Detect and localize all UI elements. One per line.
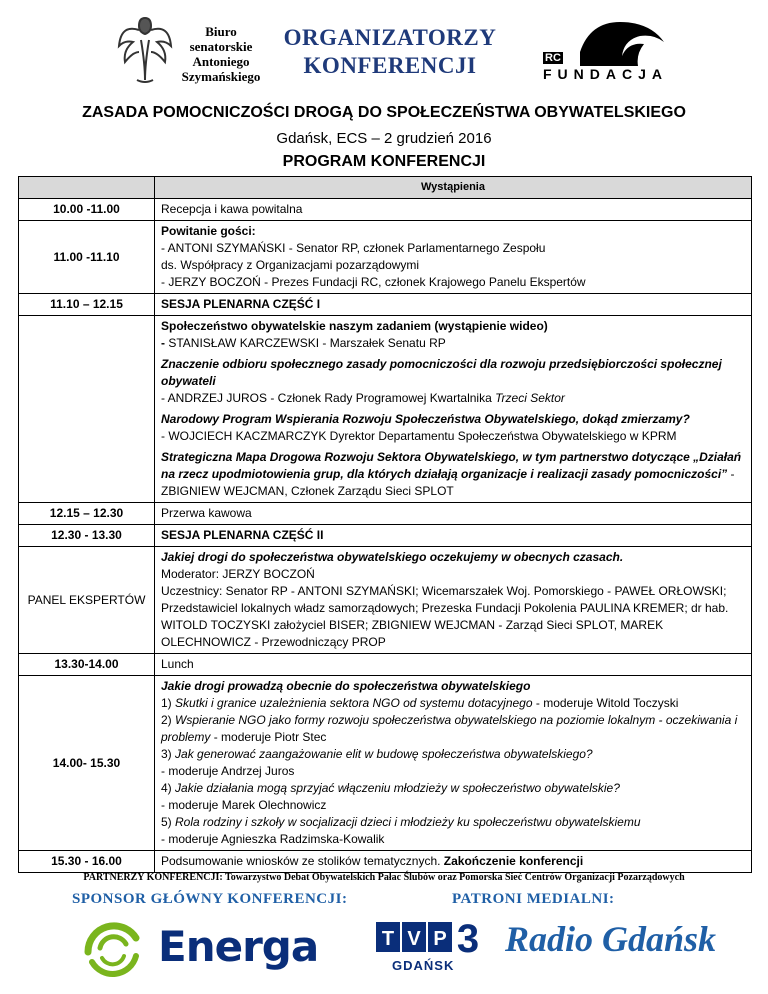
roundtable-item <box>161 814 745 831</box>
item-topic: Rola rodziny i szkoły w socjalizacji dzieci i młodzieży ku społeczeństwu obywatelskiemu <box>175 815 641 829</box>
talk-title: Znaczenie odbioru społecznego zasady pomocniczości dla rozwoju przedsiębiorczości społecznej obywateli <box>161 357 722 388</box>
talk-title: Strategiczna Mapa Drogowa Rozwoju Sektora Obywatelskiego, w tym partnerstwo dotyczące „Działań na rzecz upodmiotowienia grup, dla których działają organizacje i realizacji zasady pomocniczości” <box>161 450 742 481</box>
row-text: - ANTONI SZYMAŃSKI - Senator RP, członek Parlamentarnego Zespołu <box>161 241 546 255</box>
partners-line: PARTNERZY KONFERENCJI: Towarzystwo Debat Obywatelskich Pałac Ślubów oraz Pomorska Sieć Centrów Organizacji Pozarządowych <box>83 872 685 883</box>
organizers-line: ORGANIZATORZY <box>283 25 497 50</box>
item-number: 1) <box>161 696 176 710</box>
content-cell <box>155 503 752 525</box>
roundtable-item <box>161 746 745 763</box>
time-cell: 11.00 -11.10 <box>19 221 155 294</box>
row-text: Przerwa kawowa <box>161 506 252 520</box>
row-text: ds. Współpracy z Organizacjami pozarządowymi <box>161 258 420 272</box>
tvp-letter: V <box>407 928 421 950</box>
speaker-text: STANISŁAW KARCZEWSKI - Marszałek Senatu RP <box>168 336 446 350</box>
energa-swirl-logo-icon <box>78 912 148 982</box>
media-patrons-label: PATRONI MEDIALNI: <box>452 891 615 907</box>
organizers-heading <box>268 24 512 80</box>
eagle-emblem-icon <box>115 10 175 90</box>
session-title-cell <box>155 525 752 547</box>
table-row <box>19 525 752 547</box>
table-row <box>19 654 752 676</box>
roundtable-title: Jakie drogi prowadzą obecnie do społeczeństwa obywatelskiego <box>161 679 531 693</box>
summary-text: Podsumowanie wniosków ze stolików tematycznych. <box>161 854 444 868</box>
fundacja-rc-label: RC <box>545 52 561 64</box>
tvp-letter: T <box>381 928 395 950</box>
content-cell <box>155 221 752 294</box>
content-cell <box>155 547 752 654</box>
table-row <box>19 547 752 654</box>
item-number: 2) <box>161 713 176 727</box>
roundtable-item <box>161 695 745 712</box>
table-row <box>19 294 752 316</box>
program-heading: PROGRAM KONFERENCJI <box>282 153 486 170</box>
roundtable-item <box>161 712 745 746</box>
time-header-cell <box>19 177 155 199</box>
panel-moderator: Moderator: JERZY BOCZOŃ <box>161 567 315 581</box>
panel-participants: Uczestnicy: Senator RP - ANTONI SZYMAŃSKI; Wicemarszałek Woj. Pomorskiego - PAWEŁ ORŁOWSKI; Przedstawiciel lokalnych władz samorządowych; Prezeska Fundacji Pokolenia PAULINA KREMER; dr hab. WITOLD TOCZYSKI założyciel BISER; ZBIGNIEW WEJCMAN - Zarząd Sieci SPLOT, MAREK OLECHNOWICZ - Przewodniczący PROP <box>161 584 729 649</box>
item-topic: Jak generować zaangażowanie elit w budowę społeczeństwa obywatelskiego? <box>175 747 593 761</box>
table-row <box>19 221 752 294</box>
table-row <box>19 503 752 525</box>
talk-title: Narodowy Program Wspierania Rozwoju Społeczeństwa Obywatelskiego, dokąd zmierzamy? <box>161 412 690 426</box>
row-text: Powitanie gości: <box>161 224 256 238</box>
time-cell <box>19 316 155 503</box>
biuro-senatorskie-logo-text <box>176 24 266 84</box>
table-row <box>19 676 752 851</box>
talk-title: Społeczeństwo obywatelskie naszym zadaniem (wystąpienie wideo) <box>161 319 548 333</box>
talk-speaker: - WOJCIECH KACZMARCZYK Dyrektor Departamentu Społeczeństwa Obywatelskiego w KPRM <box>161 429 677 443</box>
item-topic: Skutki i granice uzależnienia sektora NGO od systemu dotacyjnego <box>175 696 533 710</box>
row-text: Recepcja i kawa powitalna <box>161 202 303 216</box>
item-moderator: - moderuje Piotr Stec <box>210 730 327 744</box>
item-topic: Wspieranie NGO jako formy rozwoju społeczeństwa obywatelskiego na poziomie lokalnym - oczekiwania i problemy <box>161 713 738 744</box>
schedule-table <box>18 176 752 873</box>
speaker-journal: Trzeci Sektor <box>495 391 565 405</box>
time-cell: 15.30 - 16.00 <box>19 851 155 873</box>
conference-title: ZASADA POMOCNICZOŚCI DROGĄ DO SPOŁECZEŃSTWA OBYWATELSKIEGO <box>82 104 686 121</box>
panel-label-cell: PANEL EKSPERTÓW <box>19 547 155 654</box>
content-cell <box>155 316 752 503</box>
radio-gdansk-wordmark: Radio Gdańsk <box>505 919 717 959</box>
table-row <box>19 851 752 873</box>
time-cell: 12.30 - 13.30 <box>19 525 155 547</box>
time-cell: 12.15 – 12.30 <box>19 503 155 525</box>
content-cell <box>155 851 752 873</box>
fundacja-name: FUNDACJA <box>543 66 668 82</box>
content-cell <box>155 654 752 676</box>
table-header-row <box>19 177 752 199</box>
tvp-number: 3 <box>456 918 480 961</box>
biuro-line: Szymańskiego <box>181 69 261 84</box>
closing-text: Zakończenie konferencji <box>443 854 584 868</box>
conference-place-date: Gdańsk, ECS – 2 grudzień 2016 <box>276 130 492 147</box>
talk-title-with-speaker <box>161 449 745 500</box>
talk-speaker <box>161 390 745 407</box>
biuro-line: Biuro <box>205 24 237 39</box>
main-sponsor-label: SPONSOR GŁÓWNY KONFERENCJI: <box>72 891 348 907</box>
speaker-text: - ANDRZEJ JUROS - Członek Rady Programowej Kwartalnika <box>161 391 496 405</box>
session-title-cell <box>155 294 752 316</box>
item-number: 4) <box>161 781 176 795</box>
table-row <box>19 316 752 503</box>
item-topic: Jakie działania mogą sprzyjać włączeniu młodzieży w społeczeństwo obywatelskie? <box>175 781 620 795</box>
item-moderator: - moderuje Agnieszka Radzimska-Kowalik <box>161 832 385 846</box>
energa-wordmark: Energa <box>158 922 319 971</box>
session-title: SESJA PLENARNA CZĘŚĆ II <box>161 528 324 542</box>
session-title: SESJA PLENARNA CZĘŚĆ I <box>161 297 321 311</box>
time-cell: 10.00 -11.00 <box>19 199 155 221</box>
speaker-text: - ZBIGNIEW WEJCMAN, Członek Zarządu Sieci SPLOT <box>161 467 735 498</box>
content-cell <box>155 199 752 221</box>
table-row <box>19 199 752 221</box>
speaker-dash: - <box>161 336 169 350</box>
header <box>0 0 768 100</box>
item-number: 3) <box>161 747 176 761</box>
item-number: 5) <box>161 815 176 829</box>
talks-header-cell: Wystąpienia <box>155 177 752 199</box>
item-moderator: - moderuje Witold Toczyski <box>532 696 679 710</box>
time-cell: 11.10 – 12.15 <box>19 294 155 316</box>
roundtable-item <box>161 780 745 797</box>
tvp-city-label: GDAŃSK <box>392 958 455 973</box>
organizers-line: KONFERENCJI <box>303 53 477 78</box>
row-text: - JERZY BOCZOŃ - Prezes Fundacji RC, członek Krajowego Panelu Ekspertów <box>161 275 586 289</box>
talk-speaker <box>161 335 745 352</box>
row-text: Lunch <box>161 657 194 671</box>
biuro-line: senatorskie <box>189 39 253 54</box>
time-cell: 13.30-14.00 <box>19 654 155 676</box>
panel-title: Jakiej drogi do społeczeństwa obywatelskiego oczekujemy w obecnych czasach. <box>161 550 624 564</box>
item-moderator: - moderuje Marek Olechnowicz <box>161 798 327 812</box>
biuro-line: Antoniego <box>192 54 250 69</box>
time-cell: 14.00- 15.30 <box>19 676 155 851</box>
content-cell <box>155 676 752 851</box>
tvp-letter: P <box>433 928 447 950</box>
item-moderator: - moderuje Andrzej Juros <box>161 764 295 778</box>
